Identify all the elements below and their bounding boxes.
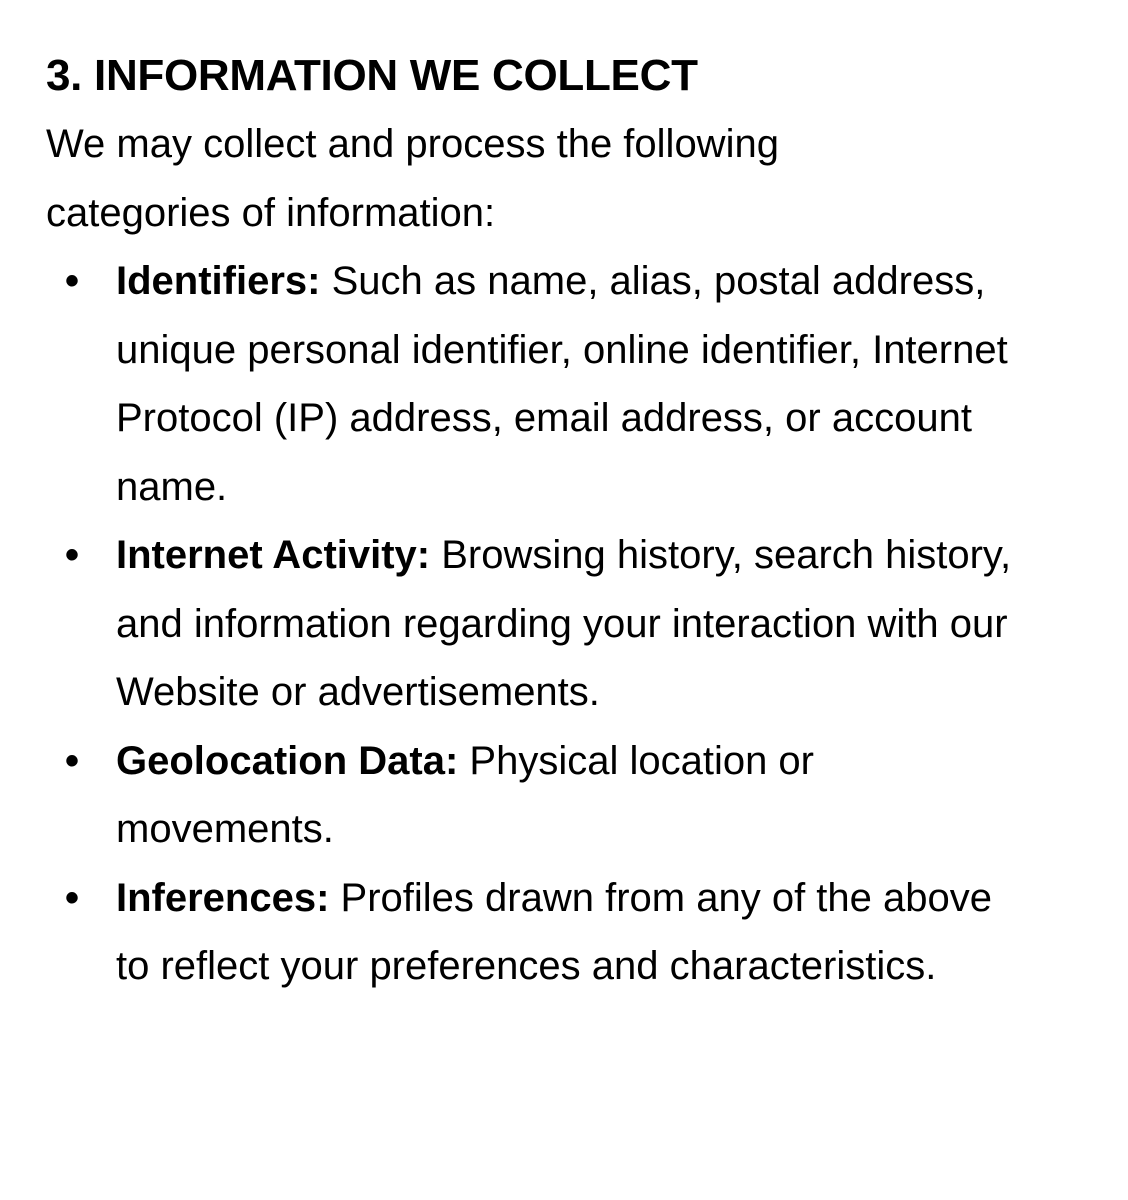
bullet-icon: • [64,533,79,577]
list-item-text [116,864,1016,1001]
list-item-text [116,727,936,864]
bullet-icon: • [64,259,79,303]
information-categories-list [46,247,1106,1001]
list-item-description: Such as name, alias, postal address, unique personal identifier, online identifier, Internet Protocol (IP) address, email address, or account name. [116,259,1008,509]
list-item-text [116,247,1076,521]
section-heading: 3. INFORMATION WE COLLECT [46,51,698,100]
bullet-icon: • [64,738,79,783]
list-item-identifiers [46,247,1106,521]
list-item-description: Physical location or movements. [116,738,814,851]
list-item-internet-activity [46,521,1106,727]
bullet-icon: • [64,875,79,920]
list-item-description: Profiles drawn from any of the above to reflect your preferences and characteristics. [116,875,992,988]
list-item-term: Geolocation Data: [116,738,459,783]
list-item-term: Identifiers: [116,259,321,303]
list-item-term: Internet Activity: [116,533,431,577]
list-item-term: Inferences: [116,875,330,920]
list-item-text [116,521,1016,727]
section-intro: We may collect and process the following categories of information: [46,122,779,235]
list-item-inferences [46,864,1106,1001]
list-item-geolocation-data [46,727,1106,864]
list-item-description: Browsing history, search history, and information regarding your interaction with our Website or advertisements. [116,533,1012,714]
document-section [46,42,1106,1001]
